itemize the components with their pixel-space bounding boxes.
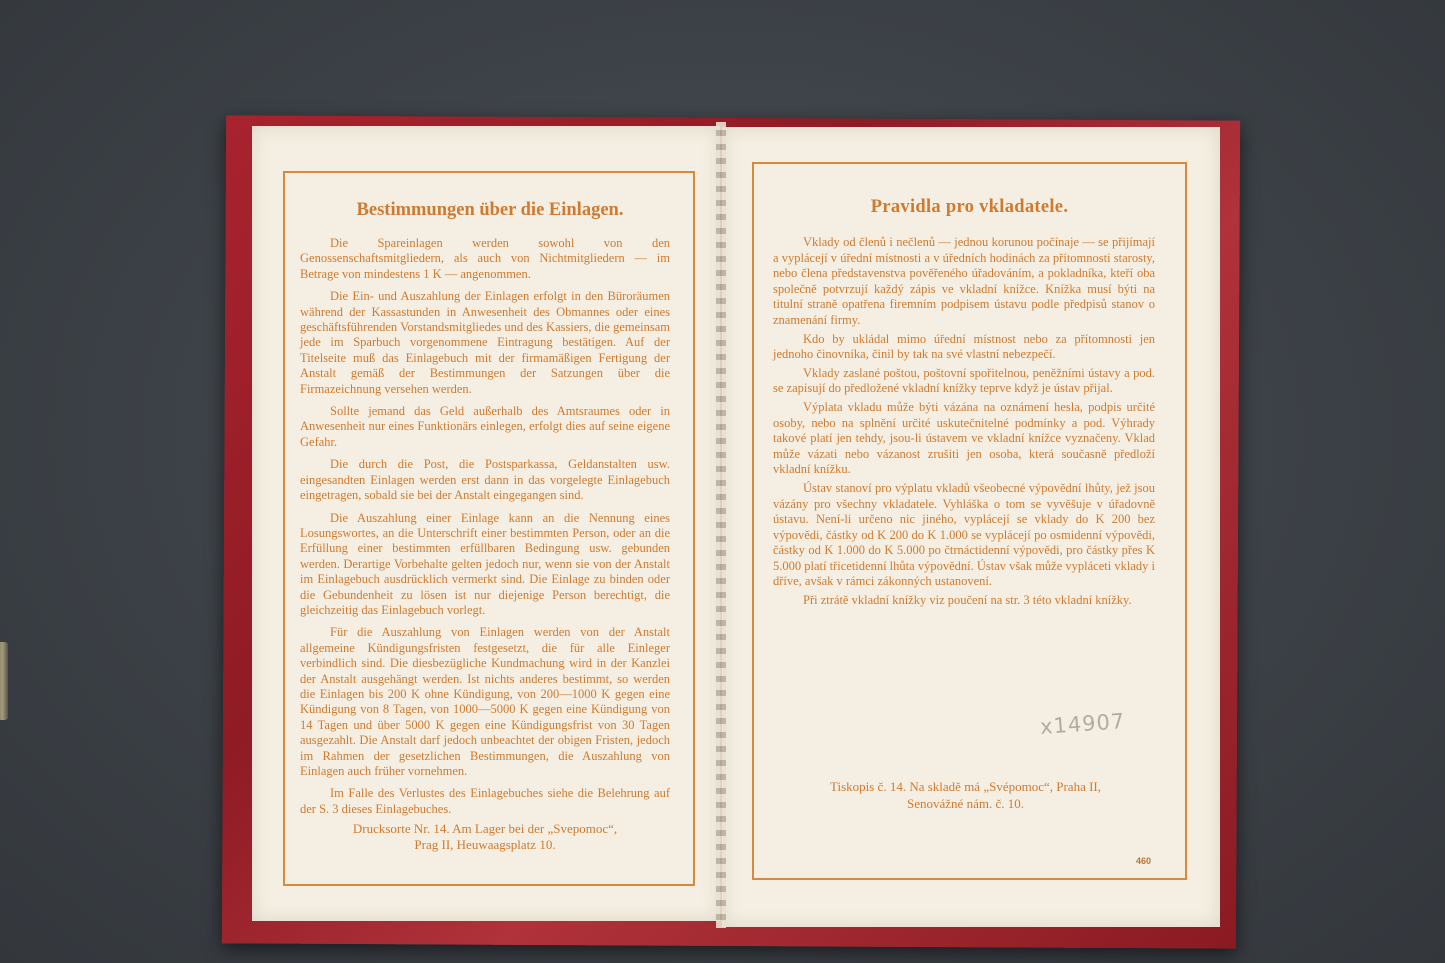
left-page-text	[300, 236, 670, 824]
left-paragraph: Die Ein- und Auszahlung der Einlagen erfolgt in den Büroräumen während der Kassastunden in Anwesenheit des Obmannes oder eines geschäftsführenden Vorstandsmitgliedes und des Kassiers, die gemeinsam jede im Sparbuch vorgenommene Eintragung bestätigen. Auf der Titelseite muß das Einlagebuch mit der firmamäßigen Fertigung der Anstalt gemäß der Bestimmungen der Satzungen über die Firmazeichnung versehen werden.	[300, 289, 670, 396]
left-page-printer-note	[300, 821, 670, 853]
right-paragraph: Vklady zaslané poštou, poštovní spořitelnou, peněžními ústavy a pod. se zapisují do předložené vkladní knížky teprve když je ústav přijal.	[773, 365, 1155, 396]
left-footer-line: Prag II, Heuwaagsplatz 10.	[414, 837, 556, 852]
left-paragraph: Die durch die Post, die Postsparkassa, Geldanstalten usw. eingesandten Einlagen werden erst dann in das vorgelegte Einlagebuch eingetragen, sobald sie bei der Anstalt eingegangen sind.	[300, 457, 670, 503]
right-paragraph: Při ztrátě vkladní knížky viz poučení na str. 3 této vkladní knížky.	[803, 593, 1132, 608]
book-spine-stitching	[716, 122, 726, 928]
partial-object-left-edge	[0, 642, 8, 720]
left-footer-line: Drucksorte Nr. 14. Am Lager bei der „Svepomoc“,	[352, 821, 618, 836]
left-page-heading: Bestimmungen über die Einlagen.	[356, 200, 624, 220]
right-paragraph: Výplata vkladu může býti vázána na oznámení hesla, podpis určité osoby, nebo na splnění určité uskutečnitelné podmínky a pod. Výhrady takové platí jen tehdy, jsou-li ústavem ve vkladní knížce vyznačeny. Vklad může vázati nebo vázanost zrušiti jen osoba, která současně předloží vkladní knížku.	[773, 399, 1155, 477]
right-page-text	[773, 235, 1155, 612]
left-paragraph: Sollte jemand das Geld außerhalb des Amtsraumes oder in Anwesenheit nur eines Funktionärs einlegen, erfolgt dies auf seine eigene Gefahr.	[300, 404, 670, 449]
left-paragraph: Die Spareinlagen werden sowohl von den Genossenschaftsmitgliedern, als auch von Nichtmitgliedern — im Betrage von mindestens 1 K — angenommen.	[300, 236, 670, 281]
left-paragraph: Die Auszahlung einer Einlage kann an die Nennung eines Losungswortes, an die Unterschrift einer bestimmten Person, oder an die Erfüllung einer bestimmten erfüllbaren Bedingung usw. gebunden werden. Derartige Vorbehalte gelten jedoch nur, wenn sie von der Anstalt im Einlagebuch ausdrücklich vermerkt sind. Die Einlage zu binden oder die Gebundenheit zu lösen ist nur diejenige Person berechtigt, die gleichzeitig das Einlagebuch vorlegt.	[300, 510, 670, 617]
left-paragraph: Im Falle des Verlustes des Einlagebuches siehe die Belehrung auf der S. 3 dieses Einlagebuches.	[300, 786, 670, 816]
handwritten-pencil-note: x14907	[1039, 709, 1126, 739]
right-page-printer-note	[773, 778, 1158, 812]
left-paragraph: Für die Auszahlung von Einlagen werden von der Anstalt allgemeine Kündigungsfristen festgesetzt, die für alle Einleger verbindlich sind. Die diesbezügliche Kundmachung wird in der Kanzlei der Anstalt ausgehängt werden. Ist nichts anderes bestimmt, so werden die Einlagen bis 200 K ohne Kündigung, von 200—1000 K gegen eine Kündigung von 8 Tagen, von 1000—5000 K gegen eine Kündigung von 14 Tagen und über 5000 K gegen eine Kündigungsfrist von 30 Tagen ausgezahlt. Die Anstalt darf jedoch unbeachtet der obigen Fristen, jedoch im Rahmen der gesetzlichen Bestimmungen, die Auszahlung von Einlagen auch früher vornehmen.	[300, 625, 670, 778]
right-footer-line: Senovážné nám. č. 10.	[907, 796, 1024, 811]
right-paragraph: Vklady od členů i nečlenů — jednou korunou počínaje — se přijímají a vyplácejí v úřední místnosti a v úředních hodinách za přítomnosti starosty, nebo člena představenstva pověřeného úřadováním, a pokladníka, kteří oba společně potvrzují každý zápis ve vkladní knížce. Knížka musí býti na titulní straně opatřena firemním podpisem ústavu podle předpisů stanov o znamenání firmy.	[773, 235, 1155, 327]
page-number: 460	[1136, 856, 1152, 866]
right-paragraph: Ústav stanoví pro výplatu vkladů všeobecné výpovědní lhůty, jež jsou vázány pro všechny vkladatele. Vyhláška o tom se vyvěšuje v úřadovně ústavu. Není-li určeno nic jiného, vyplácejí se vklady do K 200 bez výpovědi, částky od K 200 do K 1.000 se vyplácejí po osmidenní výpovědi, částky od K 1.000 do K 5.000 po čtrnáctidenní výpovědi, pro částky přes K 5.000 platí třicetidenní lhůta výpovědní. Ústav však může vypláceti vklady i dříve, avšak v rámci zákonných ustanovení.	[773, 480, 1155, 589]
right-paragraph: Kdo by ukládal mimo úřední místnost nebo za přítomnosti jen jednoho činovníka, činil by tak na své vlastní nebezpečí.	[773, 331, 1155, 362]
right-page-heading: Pravidla pro vkladatele.	[870, 197, 1069, 217]
right-footer-line: Tiskopis č. 14. Na skladě má „Svépomoc“, Praha II,	[829, 779, 1102, 794]
